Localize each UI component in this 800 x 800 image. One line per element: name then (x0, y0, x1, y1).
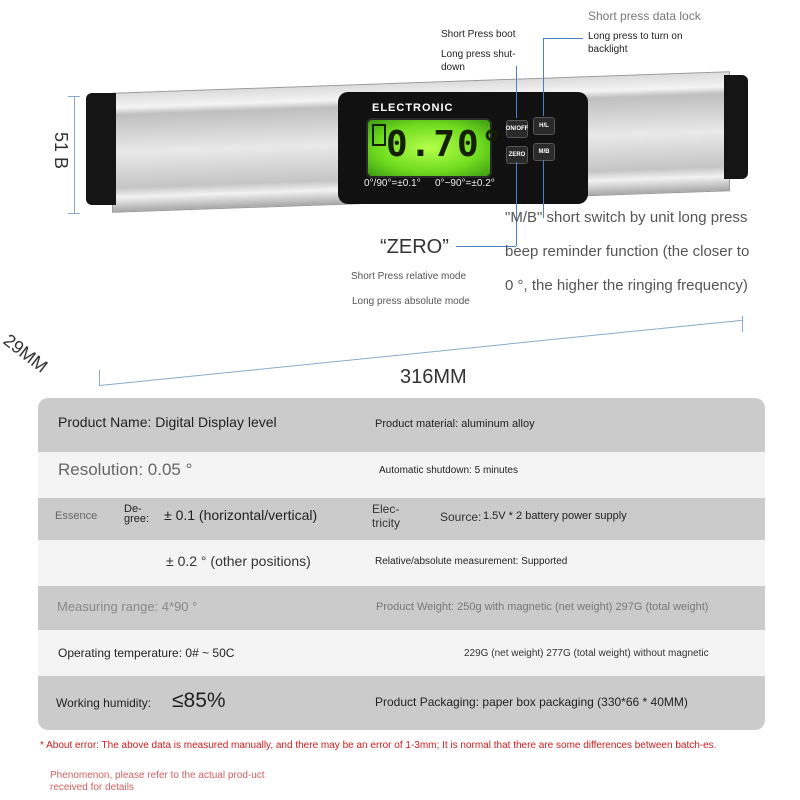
essence-label: Essence (55, 510, 98, 522)
height-dimension-label: 51 B (51, 131, 72, 170)
product-packaging: Product Packaging: paper box packaging (330*66 * 40MM) (375, 695, 688, 709)
accuracy-other-positions: ± 0.2 ° (other positions) (166, 553, 311, 569)
product-weight-magnetic: Product Weight: 250g with magnetic (net weight) 297G (total weight) (376, 601, 709, 613)
long-press-backlight-label: Long press to turn on backlight (588, 31, 683, 55)
accuracy-spec-left: 0°/90°=±0.1° (364, 178, 421, 189)
resolution: Resolution: 0.05 ° (58, 460, 193, 479)
error-footnote-continued: Phenomenon, please refer to the actual prod-uct received for details (50, 770, 265, 793)
source-label: Source: (440, 510, 482, 524)
mb-button[interactable]: M/B (533, 143, 555, 161)
operating-temperature: Operating temperature: 0# ~ 50C (58, 646, 235, 660)
accuracy-spec-right: 0°~90°=±0.2° (435, 178, 495, 189)
lcd-value: 0.70° (386, 124, 505, 165)
height-dimension-line (74, 96, 75, 214)
spec-row-temperature (38, 630, 765, 676)
callout-line-hl-horizontal (543, 38, 583, 39)
length-dimension-tick-left (99, 370, 100, 386)
measuring-range: Measuring range: 4*90 ° (57, 599, 198, 614)
power-source: 1.5V * 2 battery power supply (483, 510, 627, 522)
end-cap-right (724, 75, 748, 179)
accuracy-horizontal-vertical: ± 0.1 (horizontal/vertical) (164, 507, 318, 523)
panel-title: ELECTRONIC (372, 102, 454, 114)
length-dimension-tick-right (742, 316, 743, 332)
onoff-button[interactable]: ON/OFF (506, 120, 528, 138)
spec-row-name (38, 398, 765, 452)
working-humidity-value: ≤85% (172, 689, 226, 712)
electricity-label: Elec-tricity (372, 502, 400, 530)
spec-table (38, 398, 765, 730)
zero-title: “ZERO” (380, 236, 449, 258)
product-name: Product Name: Digital Display level (58, 414, 277, 430)
hl-button[interactable]: H/L (533, 117, 555, 135)
error-footnote: * About error: The above data is measured manually, and there may be an error of 1-3mm; It is normal that there are some differences between batch-es. (40, 740, 717, 751)
mb-note-line2: beep reminder function (the closer to (505, 243, 750, 260)
spec-row-range (38, 586, 765, 630)
height-dimension-tick-bottom (68, 213, 80, 214)
end-cap-left (86, 93, 116, 205)
product-weight-no-magnetic: 229G (net weight) 277G (total weight) without magnetic (464, 648, 709, 659)
mb-note-line3: 0 °, the higher the ringing frequency) (505, 277, 748, 294)
short-press-data-lock-label: Short press data lock (588, 9, 701, 23)
product-material: Product material: aluminum alloy (375, 418, 535, 430)
spec-row-resolution (38, 452, 765, 498)
length-dimension-label: 316MM (400, 366, 467, 388)
automatic-shutdown: Automatic shutdown: 5 minutes (379, 465, 518, 476)
mb-note-line1: "M/B" short switch by unit long press (505, 209, 748, 226)
short-press-boot-label: Short Press boot (441, 29, 516, 40)
callout-line-hl (543, 38, 544, 116)
zero-short-press-label: Short Press relative mode (351, 271, 467, 282)
height-dimension-tick-top (68, 96, 80, 97)
battery-icon (372, 124, 386, 146)
degree-label: De-gree: (124, 503, 150, 525)
long-press-shutdown-label: Long press shut-down (441, 49, 516, 73)
depth-dimension-label: 29MM (0, 330, 52, 377)
spec-row-accuracy-other (38, 540, 765, 586)
zero-button[interactable]: ZERO (506, 146, 528, 164)
spec-row-accuracy (38, 498, 765, 540)
working-humidity-label: Working humidity: (56, 696, 152, 710)
spec-row-humidity (38, 676, 765, 730)
callout-line-zero (516, 162, 517, 246)
zero-long-press-label: Long press absolute mode (352, 296, 470, 307)
measurement-mode: Relative/absolute measurement: Supported (375, 556, 568, 567)
